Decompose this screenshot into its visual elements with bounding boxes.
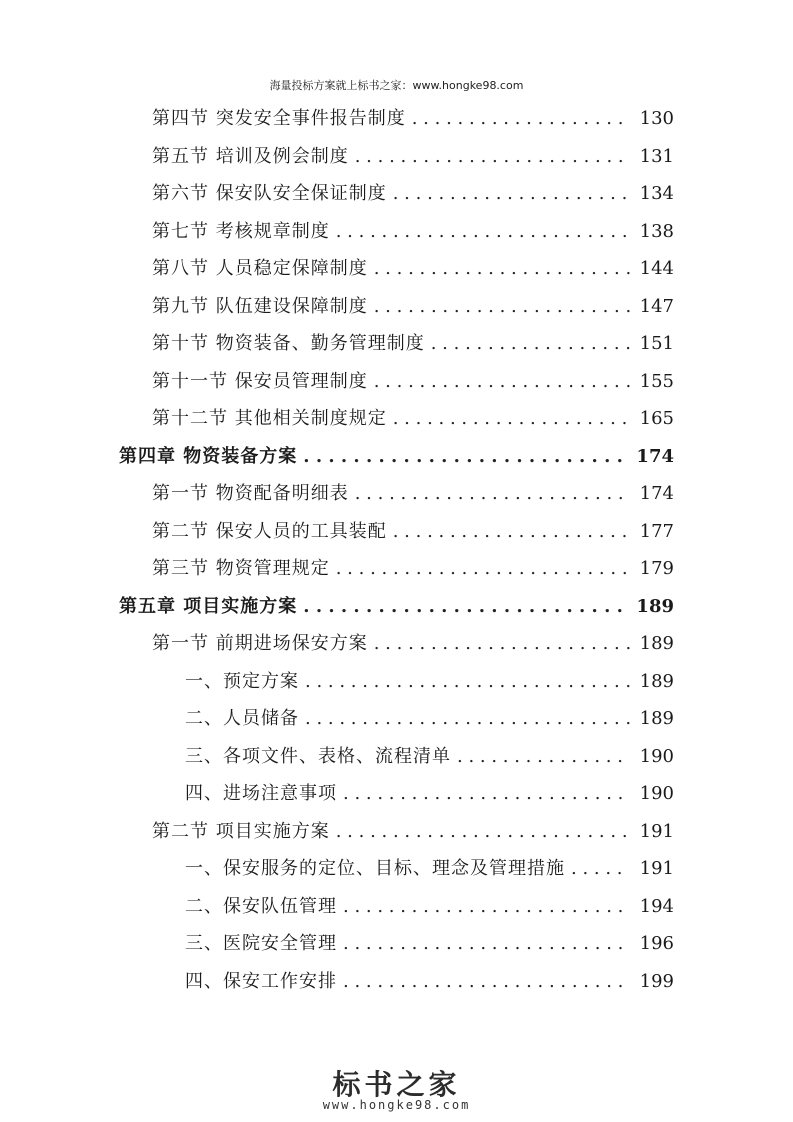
toc-entry-title: 四、保安工作安排 [185,970,337,992]
toc-entry[interactable] [185,700,674,730]
toc-entry-title: 第二节 项目实施方案 [152,820,330,842]
footer-url[interactable]: www.hongke98.com [322,1098,471,1112]
toc-entry-page: 155 [639,370,674,392]
toc-dot-leader [393,521,630,543]
toc-entry-title: 第三节 物资管理规定 [152,558,330,579]
toc-dot-leader [303,446,630,468]
toc-dot-leader [412,108,630,130]
toc-entry[interactable] [152,288,674,318]
toc-dot-leader [374,296,630,318]
toc-chapter-entry[interactable] [119,438,674,468]
toc-dot-leader [393,183,630,205]
toc-entry[interactable] [152,100,674,130]
toc-entry[interactable] [152,475,674,505]
toc-entry[interactable] [185,738,674,768]
toc-entry-title: 第十二节 其他相关制度规定 [152,408,387,429]
toc-entry-title: 第四章 物资装备方案 [119,445,298,467]
toc-entry-title: 第十节 物资装备、勤务管理制度 [152,333,425,354]
page-header: 海量投标方案就上标书之家：www.hongke98.com [269,79,524,92]
toc-entry-title: 第七节 考核规章制度 [152,220,330,242]
toc-entry-title: 三、各项文件、表格、流程清单 [185,745,451,767]
toc-entry-page: 130 [639,108,674,129]
toc-entry-page: 196 [639,933,674,954]
toc-dot-leader [305,671,630,693]
toc-entry-page: 151 [639,333,674,354]
toc-dot-leader [343,933,630,955]
toc-dot-leader [355,146,630,168]
toc-chapter-entry[interactable] [119,588,674,618]
toc-entry-title: 四、进场注意事项 [185,783,337,804]
toc-entry[interactable] [185,888,674,918]
toc-dot-leader [336,821,630,843]
toc-dot-leader [305,708,630,730]
toc-entry-page: 174 [639,483,674,504]
toc-entry-page: 144 [639,258,674,279]
toc-entry[interactable] [152,400,674,430]
toc-entry-page: 199 [639,970,674,992]
toc-dot-leader [457,746,630,768]
toc-entry[interactable] [152,625,674,655]
toc-entry-title: 第九节 队伍建设保障制度 [152,295,368,317]
toc-entry-title: 二、保安队伍管理 [185,895,337,917]
toc-dot-leader [571,858,630,880]
toc-entry[interactable] [152,213,674,243]
toc-entry-page: 189 [639,708,674,729]
toc-entry-title: 一、保安服务的定位、目标、理念及管理措施 [185,858,565,879]
toc-entry[interactable] [152,363,674,393]
toc-entry-page: 165 [639,408,674,429]
toc-entry-title: 一、预定方案 [185,670,299,692]
toc-dot-leader [336,221,630,243]
toc-entry-page: 134 [639,183,674,204]
toc-entry[interactable] [152,550,674,580]
toc-entry-title: 第四节 突发安全事件报告制度 [152,108,406,129]
toc-entry[interactable] [185,925,674,955]
toc-entry-page: 147 [639,295,674,317]
toc-dot-leader [355,483,630,505]
toc-entry-title: 第二节 保安人员的工具装配 [152,520,387,542]
toc-entry[interactable] [152,813,674,843]
toc-entry-title: 第十一节 保安员管理制度 [152,370,368,392]
toc-entry[interactable] [152,175,674,205]
toc-entry-title: 第八节 人员稳定保障制度 [152,258,368,279]
toc-entry-page: 190 [639,745,674,767]
toc-dot-leader [374,258,630,280]
toc-entry-page: 189 [639,670,674,692]
toc-dot-leader [343,971,630,993]
toc-entry-title: 第五章 项目实施方案 [119,595,298,617]
toc-entry-title: 第一节 前期进场保安方案 [152,633,368,654]
toc-entry-page: 191 [639,858,674,879]
toc-entry-page: 138 [639,220,674,242]
toc-entry-page: 177 [639,520,674,542]
toc-entry-page: 194 [639,895,674,917]
toc-entry-page: 179 [639,558,674,579]
toc-entry[interactable] [152,325,674,355]
toc-entry-title: 第五节 培训及例会制度 [152,145,349,167]
toc-entry-page: 191 [639,820,674,842]
toc-entry[interactable] [152,250,674,280]
toc-dot-leader [431,333,630,355]
toc-dot-leader [336,558,630,580]
toc-entry[interactable] [152,138,674,168]
toc-entry-page: 190 [639,783,674,804]
toc-entry-title: 三、医院安全管理 [185,933,337,954]
toc-entry[interactable] [185,850,674,880]
toc-dot-leader [393,408,630,430]
toc-entry-page: 189 [636,595,674,617]
toc-entry-page: 174 [636,445,674,467]
footer-logo: 标书之家 [332,1068,461,1101]
toc-entry[interactable] [185,663,674,693]
toc-dot-leader [303,596,630,618]
toc-entry[interactable] [152,513,674,543]
toc-entry[interactable] [185,775,674,805]
toc-dot-leader [374,633,630,655]
toc-entry[interactable] [185,963,674,993]
toc-entry-title: 二、人员储备 [185,708,299,729]
toc-entry-page: 189 [639,633,674,654]
toc-entry-title: 第六节 保安队安全保证制度 [152,183,387,204]
toc-dot-leader [343,896,630,918]
toc-entry-title: 第一节 物资配备明细表 [152,483,349,504]
toc-dot-leader [343,783,630,805]
toc-entry-page: 131 [639,145,674,167]
toc-dot-leader [374,371,630,393]
